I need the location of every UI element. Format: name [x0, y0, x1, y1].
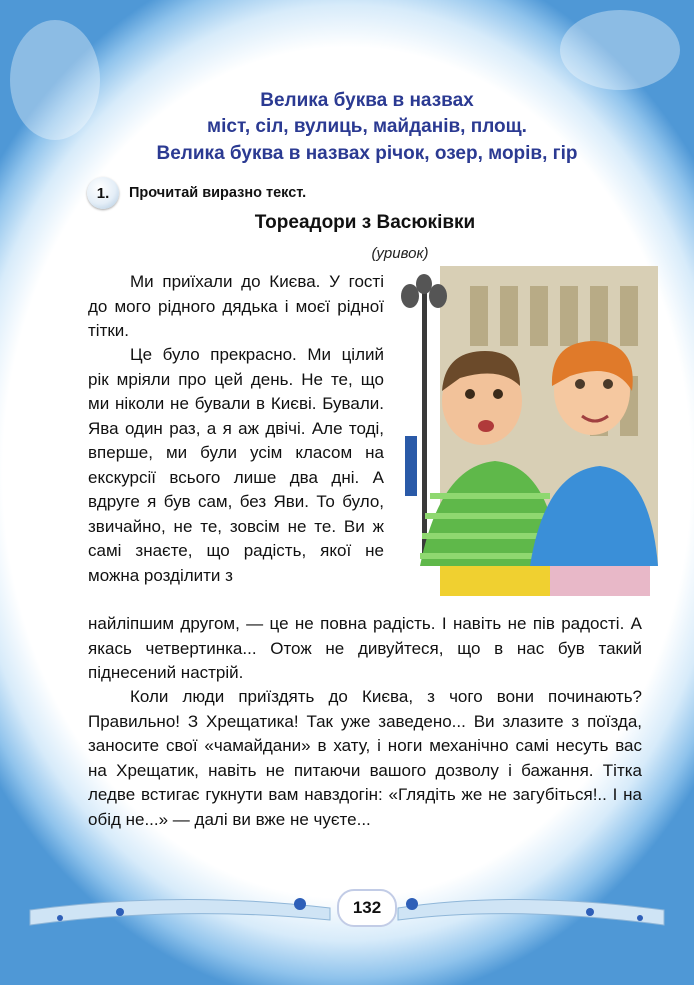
sign-post: [405, 436, 417, 496]
heading-line-2: міст, сіл, вулиць, майданів, площ.: [207, 116, 527, 137]
paragraph-2: Це було прекрасно. Ми цілий рік мріяли про цей день. Не те, що ми ніколи не бували в Києві. Бували. Ява один раз, а я аж двічі. Але тоді, вперше, ми були усім класом на екскурсії всього лише два дні. А вдруге я був сам, без Яви. То було, звичайно, не те, зовсім не те. Ви ж самі знаєте, що радість, якої не можна розділити з: [88, 345, 384, 585]
paragraph-2-continued: найліпшим другом, — це не повна радість. І навіть не пів радості. А якась четвертинка... Отож не дивуйтеся, що в нас був такий піднесений настрій.: [88, 614, 642, 682]
heading-line-1: Велика буква в назвах: [260, 90, 474, 111]
page-number: 132: [337, 889, 397, 927]
task-header: [87, 176, 306, 210]
task-number-badge: 1.: [87, 177, 119, 209]
paragraph-3: Коли люди приїздять до Києва, з чого вони починають? Правильно! З Хрещатика! Так уже заведено... Ви злазите з поїзда, заносите свої «чамайдани» в хату, і ноги механічно самі несуть вас на Хрещатик, навіть не питаючи вашого дозволу і бажання. Тітка ледве встигає гукнути вам навздогін: «Глядіть же не загубіться!.. І на обід не...» — далі ви вже не чуєте...: [88, 687, 642, 829]
two-boys-illustration: [400, 266, 658, 596]
frost-decoration: [560, 10, 680, 90]
paragraph-1: Ми приїхали до Києва. У гості до мого рідного дядька і моєї рідної тітки.: [88, 272, 384, 340]
story-subtitle: (уривок): [371, 245, 429, 262]
heading-line-3: Велика буква в назвах річок, озер, морів, гір: [156, 143, 578, 164]
story-title: Тореадори з Васюківки: [254, 212, 476, 233]
task-instruction: Прочитай виразно текст.: [129, 185, 307, 201]
